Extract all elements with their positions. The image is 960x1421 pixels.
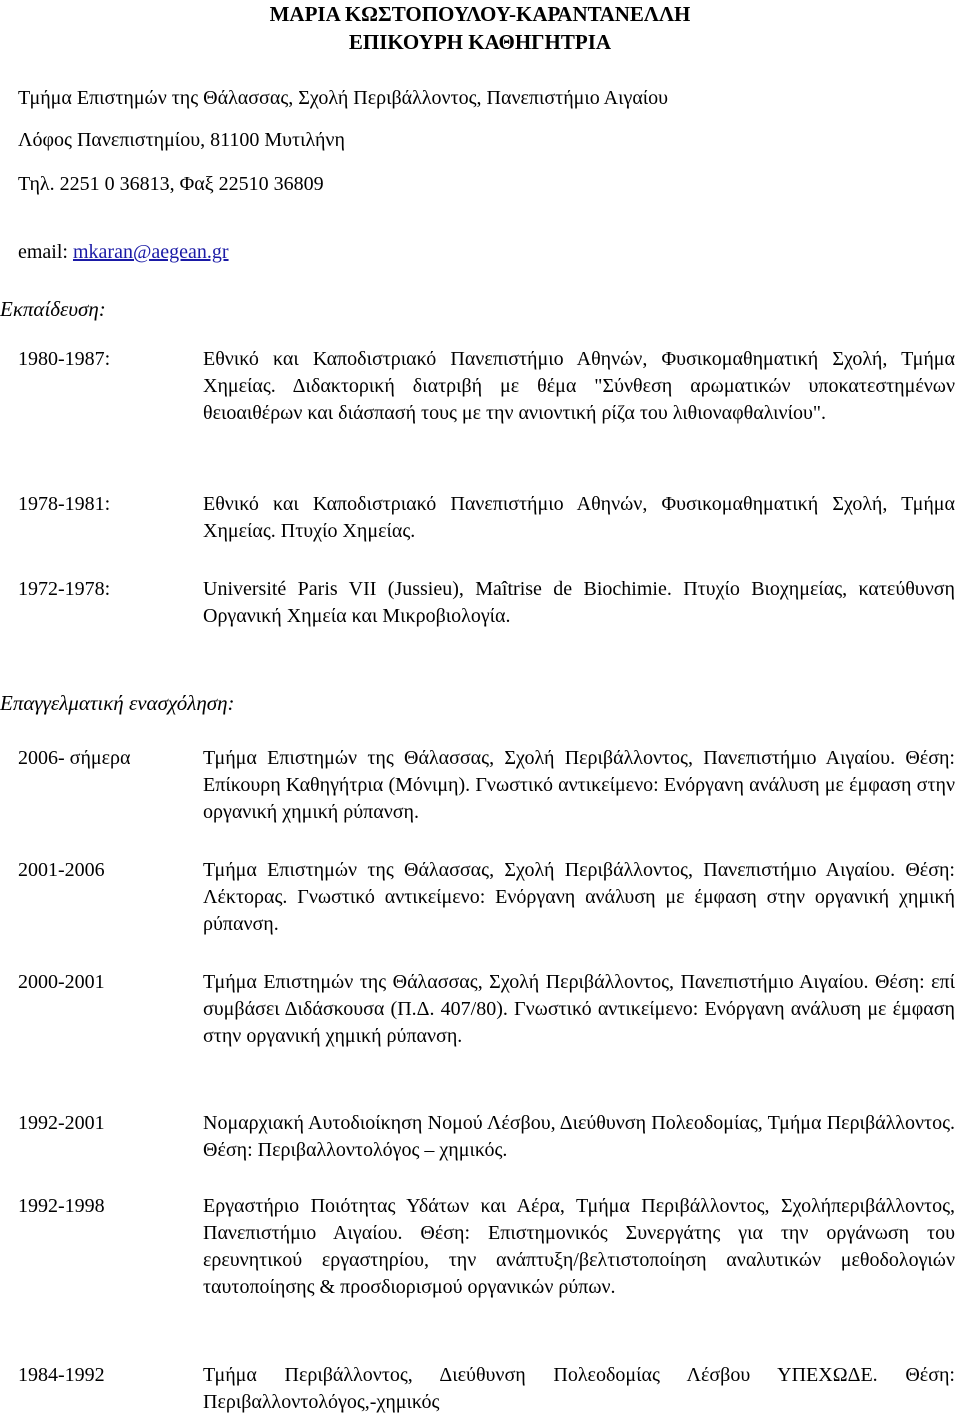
contact-address: Λόφος Πανεπιστημίου, 81100 Μυτιλήνη — [18, 129, 345, 151]
employment-description: Τμήμα Επιστημών της Θάλασσας, Σχολή Περιβάλλοντος, Πανεπιστήμιο Αιγαίου. Θέση: Λέκτορας. Γνωστικό αντικείμενο: Ενόργανη ανάλυση με έμφαση στην οργανική χημική ρύπανση. — [203, 859, 955, 935]
employment-description: Τμήμα Περιβάλλοντος, Διεύθυνση Πολεοδομίας Λέσβου ΥΠΕΧΩΔΕ. Θέση: Περιβαλλοντολόγος,-χημικός — [203, 1364, 955, 1413]
employment-date: 1984-1992 — [18, 1364, 105, 1386]
person-name: ΜΑΡΙΑ ΚΩΣΤΟΠΟΥΛΟΥ-ΚΑΡΑΝΤΑΝΕΛΛΗ — [269, 2, 691, 26]
employment-date: 1992-1998 — [18, 1195, 105, 1217]
contact-email-line — [18, 240, 229, 264]
education-date: 1978-1981: — [18, 493, 111, 515]
education-description: Εθνικό και Καποδιστριακό Πανεπιστήμιο Αθηνών, Φυσικομαθηματική Σχολή, Τμήμα Χημείας. Πτυχίο Χημείας. — [203, 493, 955, 542]
employment-description: Τμήμα Επιστημών της Θάλασσας, Σχολή Περιβάλλοντος, Πανεπιστήμιο Αιγαίου. Θέση: επί συμβάσει Διδάσκουσα (Π.Δ. 407/80). Γνωστικό αντικείμενο: Ενόργανη ανάλυση με έμφαση στην οργανική χημική ρύπανση. — [203, 971, 955, 1047]
employment-date: 1992-2001 — [18, 1112, 105, 1134]
section-education-heading: Εκπαίδευση: — [0, 297, 106, 321]
employment-description: Τμήμα Επιστημών της Θάλασσας, Σχολή Περιβάλλοντος, Πανεπιστήμιο Αιγαίου. Θέση: Επίκουρη Καθηγήτρια (Μόνιμη). Γνωστικό αντικείμενο: Ενόργανη ανάλυση με έμφαση στην οργανική χημική ρύπανση. — [203, 747, 955, 823]
person-title: ΕΠΙΚΟΥΡΗ ΚΑΘΗΓΗΤΡΙΑ — [348, 30, 612, 54]
education-description: Université Paris VII (Jussieu), Maîtrise de Biochimie. Πτυχίο Βιοχημείας, κατεύθυνση Οργανική Χημεία και Μικροβιολογία. — [203, 578, 955, 627]
education-date: 1972-1978: — [18, 578, 111, 600]
email-link[interactable]: mkaran@aegean.gr — [72, 241, 229, 263]
employment-date: 2000-2001 — [18, 971, 105, 993]
cv-header — [0, 0, 960, 56]
employment-description: Εργαστήριο Ποιότητας Υδάτων και Αέρα, Τμήμα Περιβάλλοντος, Σχολήπεριβάλλοντος, Πανεπιστήμιο Αιγαίου. Θέση: Επιστημονικός Συνεργάτης για την οργάνωση του ερευνητικού εργαστηρίου, την ανάπτυξη/βελτιστοποίηση αναλυτικών μεθοδολογιών ταυτοποίησης & προσδιορισμού οργανικών ρύπων. — [203, 1195, 955, 1298]
education-description: Εθνικό και Καποδιστριακό Πανεπιστήμιο Αθηνών, Φυσικομαθηματική Σχολή, Τμήμα Χημείας. Διδακτορική διατριβή με θέμα "Σύνθεση αρωματικών υποκατεστημένων θειοαιθέρων και διάσπασή τους με την ανιοντική ρίζα του λιθιοναφθαλινίου". — [203, 348, 955, 424]
contact-phone: Τηλ. 2251 0 36813, Φαξ 22510 36809 — [18, 173, 324, 195]
education-date: 1980-1987: — [18, 348, 111, 370]
section-employment-heading: Επαγγελματική ενασχόληση: — [0, 691, 235, 715]
employment-description: Νομαρχιακή Αυτοδιοίκηση Νομού Λέσβου, Διεύθυνση Πολεοδομίας, Τμήμα Περιβάλλοντος. Θέση: Περιβαλλοντολόγος – χημικός. — [203, 1112, 955, 1161]
contact-department: Τμήμα Επιστημών της Θάλασσας, Σχολή Περιβάλλοντος, Πανεπιστήμιο Αιγαίου — [18, 87, 669, 109]
employment-date: 2006- σήμερα — [18, 747, 131, 769]
employment-date: 2001-2006 — [18, 859, 105, 881]
email-label: email: — [18, 241, 73, 263]
